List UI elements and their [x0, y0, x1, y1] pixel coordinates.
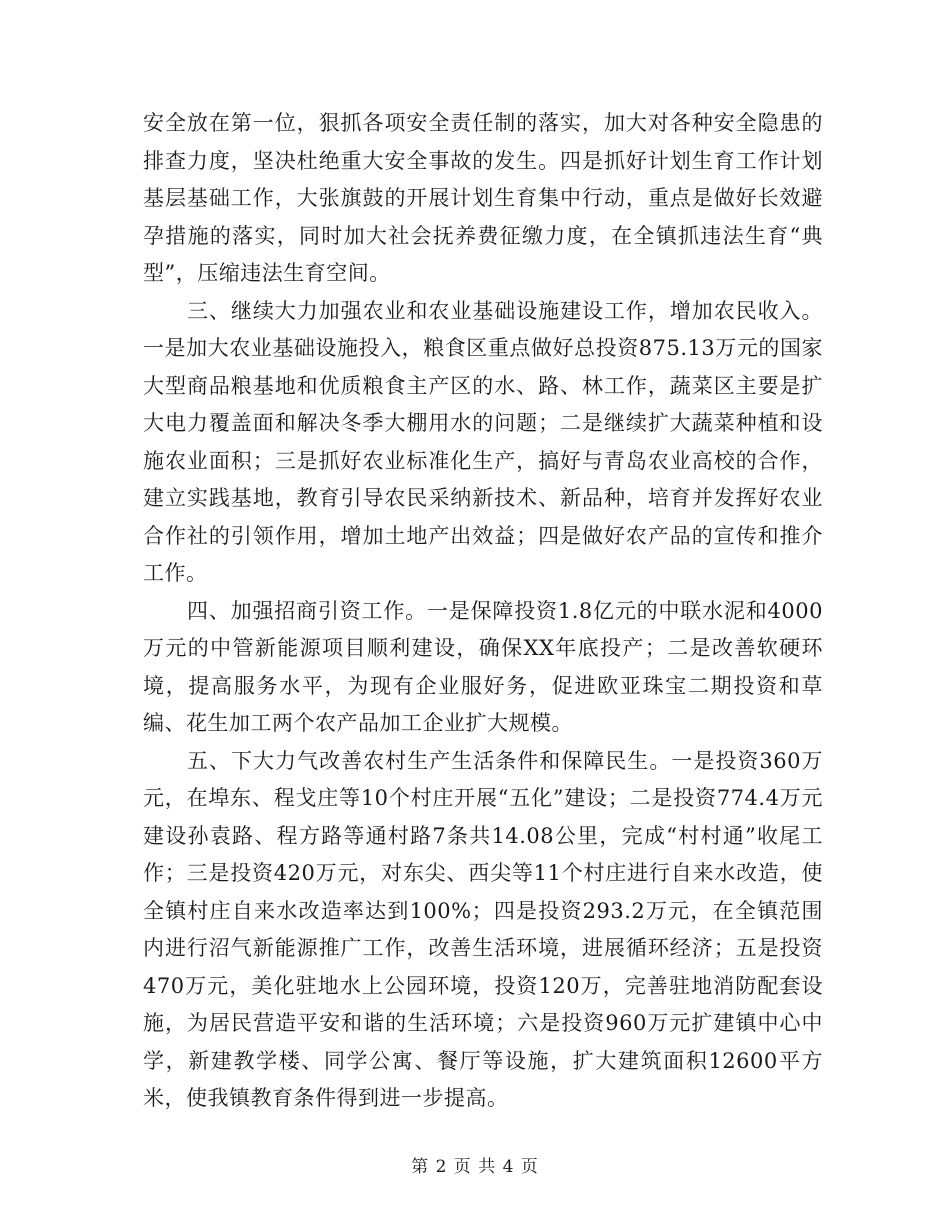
- paragraph-agriculture: 三、继续大力加强农业和农业基础设施建设工作，增加农民收入。一是加大农业基础设施投入，粮食区重点做好总投资875.13万元的国家大型商品粮基地和优质粮食主产区的水、路、林工作，蔬菜区主要是扩大电力覆盖面和解决冬季大棚用水的问题；二是继续扩大蔬菜种植和设施农业面积；三是抓好农业标准化生产，搞好与青岛农业高校的合作，建立实践基地，教育引导农民采纳新技术、新品种，培育并发挥好农业合作社的引领作用，增加土地产出效益；四是做好农产品的宣传和推介工作。: [143, 298, 823, 585]
- paragraph-rural-livelihood: 五、下大力气改善农村生产生活条件和保障民生。一是投资360万元，在埠东、程戈庄等10个村庄开展“五化”建设；二是投资774.4万元建设孙袁路、程方路等通村路7条共14.08公里，完成“村村通”收尾工作；三是投资420万元，对东尖、西尖等11个村庄进行自来水改造，使全镇村庄自来水改造率达到100%；四是投资293.2万元，在全镇范围内进行沼气新能源推广工作，改善生活环境，进展循环经济；五是投资470万元，美化驻地水上公园环境，投资120万，完善驻地消防配套设施，为居民营造平安和谐的生活环境；六是投资960万元扩建镇中心中学，新建教学楼、同学公寓、餐厅等设施，扩大建筑面积12600平方米，使我镇教育条件得到进一步提高。: [143, 748, 823, 1110]
- document-body: [143, 105, 823, 1118]
- paragraph-safety-family-planning: 安全放在第一位，狠抓各项安全责任制的落实，加大对各种安全隐患的排查力度，坚决杜绝重大安全事故的发生。四是抓好计划生育工作计划基层基础工作，大张旗鼓的开展计划生育集中行动，重点是做好长效避孕措施的落实，同时加大社会抚养费征缴力度，在全镇抓违法生育“典型”，压缩违法生育空间。: [143, 111, 823, 285]
- page-number-footer: 第 2 页 共 4 页: [411, 1157, 539, 1177]
- paragraph-investment: 四、加强招商引资工作。一是保障投资1.8亿元的中联水泥和4000万元的中管新能源项目顺利建设，确保XX年底投产；二是改善软硬环境，提高服务水平，为现有企业服好务，促进欧亚珠宝二期投资和草编、花生加工两个农产品加工企业扩大规模。: [143, 598, 823, 735]
